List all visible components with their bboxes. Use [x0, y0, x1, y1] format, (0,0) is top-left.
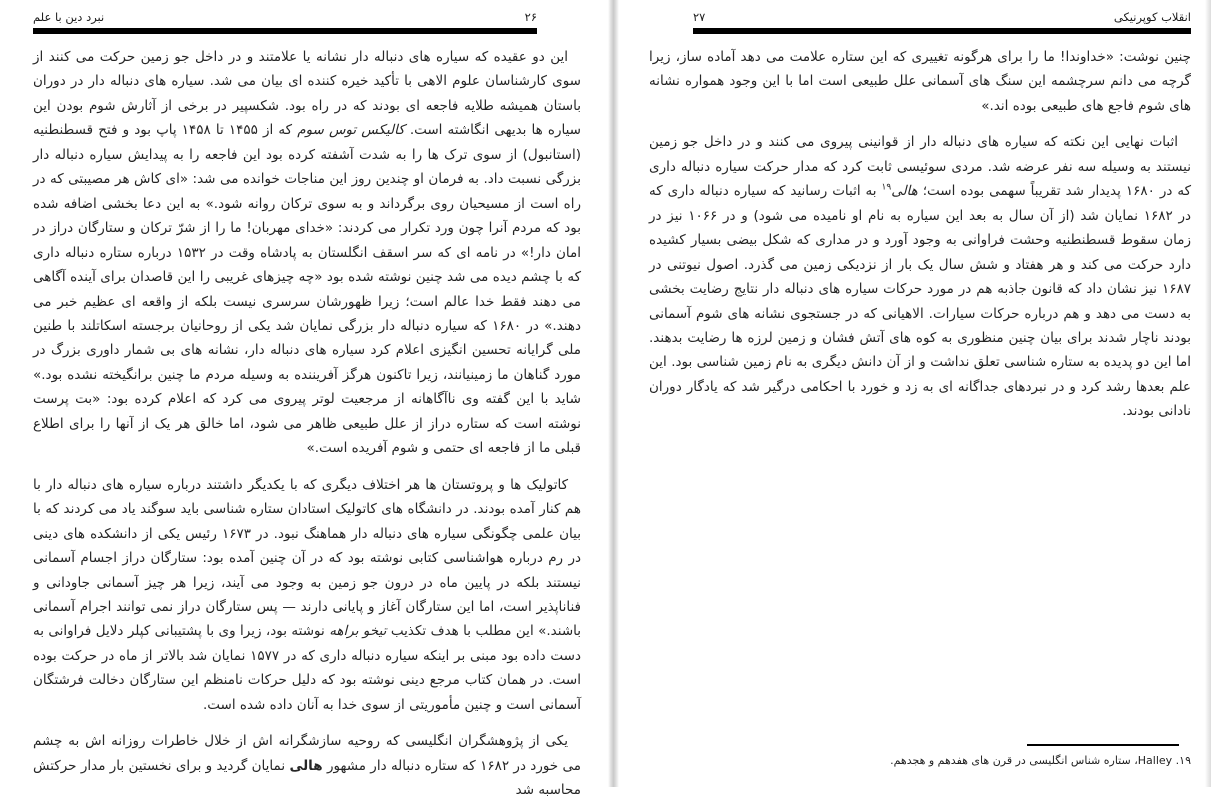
paragraph: یکی از پژوهشگران انگلیسی که روحیه سازشگرانه اش از خلال خاطرات روزانه اش به چشم می خورد در ۱۶۸۲ که ستاره دنباله دار مشهور هالی نمایان گردید و برای نخستین بار مدار حرکتش محاسبه شد [33, 733, 581, 799]
page-left [0, 0, 608, 799]
footnote-separator [1027, 744, 1179, 746]
page-header-left [33, 7, 537, 24]
page-edge-shadow [1205, 0, 1211, 787]
page-number-right: ۲۷ [693, 10, 706, 24]
page-header-right [693, 7, 1191, 24]
page-number-left: ۲۶ [524, 10, 537, 24]
page-body-right [649, 45, 1191, 424]
page-body-left [33, 45, 581, 803]
page-right [619, 0, 1211, 787]
paragraph: کاتولیک ها و پروتستان ها هر اختلاف دیگری که با یکدیگر داشتند درباره سیاره های دنباله دار با هم کنار آمده بودند. در دانشگاه های کاتولیک استادان ستاره شناسی باید سوگند یاد می کردند که با بیان علمی چگونگی سیاره های دنباله دار هماهنگ نبود. در ۱۶۷۳ رئیس یکی از دانشکده های دینی در رم درباره هواشناسی کتابی نوشته بود که در آن چنین آمده بود: ستارگان دراز اجسام آسمانی نیستند بلکه در پایین ماه در درون جو زمین به وجود می آیند، زیرا هر چیز آسمانی جاودانی و فناناپذیر است، اما این ستارگان آغاز و پایانی دارند — پس ستارگان دراز نمی توانند اجرام آسمانی باشند.» این مطلب با هدف تکذیب تیخو براهه نوشته بود، زیرا وی با پشتیبانی کپلر دلایل فراوانی به دست داده بود مبنی بر اینکه سیاره دنباله داری که در ۱۵۷۷ نمایان شد بالاتر از ماه در حرکت بوده است. در همان کتاب مرجع دینی نوشته بود که دلیل حرکات نامنظم این ستارگان دخالت فرشتگان آسمانی است و چنین مأموریتی از سوی خدا به آنان داده شده است. [33, 476, 581, 713]
paragraph: اثبات نهایی این نکته که سیاره های دنباله دار از قوانینی پیروی می کنند و در داخل جو زمین نیستند به وسیله سه نفر عرضه شد. مردی سوئیسی ثابت کرد که مدار حرکت سیاره دنباله داری که در ۱۶۸۰ پدیدار شد تقریباً سهمی بوده است؛ هالی$^{۱۹}$ به اثبات رسانید که سیاره دنباله داری که در ۱۶۸۲ نمایان شد (از آن سال به بعد این سیاره به نام او نامیده می شود) و در ۱۰۶۶ نیز در زمان سقوط قسطنطنیه وحشت فراوانی به وجود آورد و در مداری که شکل بیضی بسیار کشیده دارد حرکت می کند و هر هفتاد و شش سال یک بار از نزدیکی زمین می گذرد. اصول نیوتنی در ۱۶۸۷ نیز نشان داد که قانون جاذبه هم در مورد حرکات سیاره های دنباله دار نتایج رضایت بخشی به دست می دهد و هم درباره حرکات سیارات. الاهیانی که در جستجوی نشانه های شوم آسمانی بودند ناچار شدند برای بیان چنین منظوری به کوه های آتش فشان و زمین لرزه ها رضایت بدهند. اما این دو پدیده به ستاره شناسی تعلق نداشت و از آن دانش دیگری به نام زمین شناسی بود. این علم بعدها رشد کرد و در نبردهای جداگانه ای به زد و خورد با احکامی درگیر شد که یادگار دوران نادانی بودند. [649, 134, 1192, 420]
footnote: ۱۹. Halley، ستاره شناس انگلیسی در قرن های هفدهم و هجدهم. [890, 754, 1191, 767]
page-divider [608, 0, 619, 787]
header-rule-right [693, 28, 1191, 34]
footnote-area [649, 744, 1191, 769]
running-title-right: انقلاب کوپرنیکی [1113, 10, 1191, 24]
running-title-left: نبرد دین با علم [33, 10, 105, 24]
paragraph: چنین نوشت: «خداوندا! ما را برای هرگونه تغییری که این ستاره علامت می دهد آماده ساز، زیرا گرچه می دانم سرچشمه این سنگ های آسمانی علل طبیعی است اما با این وجود همواره نشانه های شوم فاجع های طبیعی بوده اند.» [649, 49, 1191, 114]
header-rule-left [33, 28, 537, 34]
paragraph: این دو عقیده که سیاره های دنباله دار نشانه یا علامتند و در داخل جو زمین حرکت می کنند از سوی کارشناسان علوم الاهی با تأکید خیره کننده ای بیان می شد. سیاره های دنباله دار در دوران باستان همیشه طلایه فاجعه ای بودند که در راه بود. شکسپیر در برخی از آثارش شوم بودن این سیاره ها بدیهی انگاشته است. کالیکس توس سوم که از ۱۴۵۵ تا ۱۴۵۸ پاپ بود و فتح قسطنطنیه (استانبول) از سوی ترک ها را به شدت آشفته کرده بود این فاجعه را به پیدایش سیاره دنباله دار بزرگی نسبت داد. به فرمان او چندین روز این مناجات خوانده می شد: «ای کاش هر مصیبتی که در راه است از مسیحیان روی برگرداند و به سوی ترکان روانه شود.» به این دعا بخشی اضافه شده بود که مردم آنرا چون ورد تکرار می کردند: «خدای مهربان! ما را از شرّ ترکان و ستارگان دراز در امان دار!» در نامه ای که سر اسقف انگلستان به پادشاه وقت در ۱۵۳۲ درباره ستاره دنباله داری که با چشم دیده می شد چنین نوشته شده بود «چه چیزهای غریبی را این قاصدان برای آینده آگاهی می دهند فقط خدا عالم است؛ زیرا ظهورشان سرسری نیست بلکه از واقعه ای عظیم خبر می دهند.» در ۱۶۸۰ که سیاره دنباله دار بزرگی نمایان شد یکی از روحانیان برجسته اسکاتلند با طنین ملی گرایانه تحسین انگیزی اعلام کرد سیاره های دنباله دار، نشانه های بی شمار داوری بزرگ در مورد گناهان ما زمینیانند، زیرا تاکنون هرگز آفریننده به وسیله مردم ما چنین برانگیخته نشده بود.» شاید با این گفته وی ناآگاهانه از مرجعیت لوتر پیروی می کرد که اعلام کرده بود: «بت پرست نوشته است که ستاره دراز از علل طبیعی ظاهر می شود، اما خالق هر یک از آنها را برای اطلاع قبلی ما از فاجعه ای حتمی و شوم آفریده است.» [33, 49, 581, 457]
